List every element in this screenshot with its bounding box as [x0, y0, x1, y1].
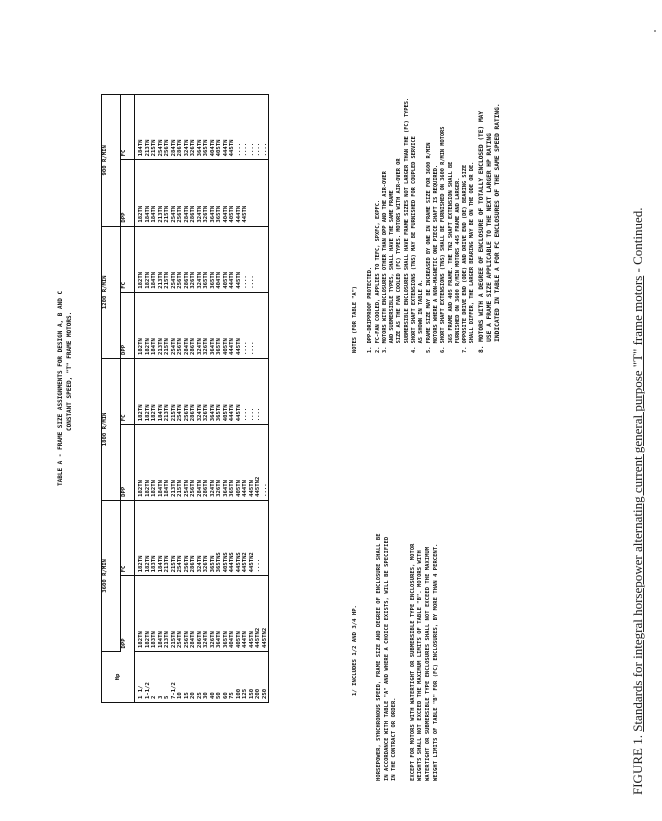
frame-size-cell: 254TN: [170, 271, 177, 289]
frame-size-cell: 324TN: [209, 479, 216, 497]
column-header: DPP: [121, 292, 135, 358]
frame-size-cell: 256TN: [183, 404, 190, 422]
frame-size-table: [101, 94, 269, 703]
frame-size-cell: 445TN: [235, 404, 242, 422]
frame-size-cell: 184TN: [151, 338, 157, 355]
frame-size-cell: [262, 296, 269, 355]
speed-group-header: 1800 R/MIN: [102, 359, 121, 501]
frame-size-cell: 326TN: [203, 338, 209, 355]
frame-size-cell: 286TN: [190, 404, 196, 422]
caption-prefix: FIGURE 1.: [630, 731, 645, 795]
note-item: 6. SHORT SHAFT EXTENSIONS (TNS) SHALL BE FURNISHED ON 3600 R/MIN MOTORS 365 FRAME AND 405 FRAME. THE TN2 SHAFT EXTENSION SHALL BE FURNISHED ON 3600 R/MIN MOTORS 445 FRAME AND LARGER.: [440, 126, 461, 353]
frame-size-cell: 444TN: [229, 404, 235, 422]
frame-size-cell: 182TN: [144, 404, 151, 422]
frame-size-cell: 184TN: [164, 479, 170, 497]
frame-size-cell: 445TN: [235, 338, 242, 355]
hp-value: 25: [196, 692, 203, 699]
frame-size-cell: 184TN: [157, 555, 164, 573]
frame-size-cell: 364TN: [216, 631, 222, 648]
frame-size-cell: 215TN: [164, 338, 170, 355]
frame-size-cell: 324TN: [196, 205, 203, 223]
frame-size-cell: 284TN: [183, 338, 190, 355]
frame-size-cell: 256TN: [177, 338, 183, 355]
frame-size-cell: 183TN: [151, 631, 157, 648]
frame-size-cell: 286TN: [190, 205, 196, 223]
frame-size-cell: 405TN: [222, 338, 229, 355]
column-header: DPP: [121, 425, 135, 501]
frame-size-cell: 405TNS: [222, 552, 229, 573]
column-header: FC: [121, 95, 135, 160]
note-item: 5. FRAME SIZE MAY BE INCREASED BY ONE IN FRAME SIZE FOR 3600 R/MIN MOTORS WHERE A NON-MAGNETIC ONE PIECE SHAFT IS REQUIRED.: [425, 142, 439, 353]
frame-size-cell: 182TN: [144, 271, 151, 289]
frame-size-cell: ....: [261, 142, 268, 157]
frame-size-cell: 213TN: [157, 205, 164, 223]
frame-size-cell: 284TN: [190, 631, 196, 648]
frame-size-cell: 404TN: [209, 139, 216, 157]
frame-size-cell: 215TN: [164, 205, 170, 223]
table-title-line2: CONSTANT SPEED, "T" FRAME MOTORS.: [66, 311, 73, 431]
frame-size-cell: 405TN: [229, 205, 235, 223]
frame-size-cell: 365TN: [216, 404, 222, 422]
frame-size-cell: 254TN: [157, 139, 164, 157]
hp-value: 5: [164, 695, 170, 699]
frame-size-cell: 256TN: [183, 555, 190, 573]
frame-size-cell: 326TN: [203, 555, 209, 573]
caption-suffix: - Continued.: [630, 207, 645, 276]
hp-value: 50: [216, 692, 222, 699]
frame-size-cell: 365TN: [216, 205, 222, 223]
frame-size-cell: 364TN: [209, 338, 216, 355]
frame-size-cell: 324TN: [203, 631, 209, 648]
frame-size-cell: 284TN: [196, 479, 203, 497]
frame-size-cell: 213TN: [164, 555, 170, 573]
note-item: 4. SHORT SHAFT EXTENSIONS (TNS) MAY BE FURNISHED FOR COUPLED SERVICE AS SHOWN IN TABLE A.: [411, 136, 425, 353]
frame-size-cell: ....: [248, 407, 255, 422]
frame-size-cell: 256TN: [177, 271, 183, 289]
hp-value: 3: [157, 695, 164, 699]
caption-title: Standards for integral horsepower alternating current general purpose "T" frame motors: [630, 275, 645, 732]
hp-value: 250: [261, 688, 268, 699]
hp-value: 1 1/: [138, 685, 144, 699]
frame-size-cell: 405TN: [235, 631, 242, 648]
frame-size-cell: 213TN: [157, 271, 164, 289]
side-note-paragraph: HORSEPOWER, SYNCHRONOUS SPEED, FRAME SIZE AND DEGREE OF ENCLOSURE SHALL BE IN ACCORDANCE WITH TABLE "A" AND WHERE A CHOICE EXISTS, WILL BE SPECIFIED IN THE CONTRACT OR ORDER.: [376, 533, 398, 781]
frame-size-column: [135, 226, 269, 292]
frame-size-cell: 286TN: [183, 271, 190, 289]
frame-size-cell: 254TN: [177, 555, 183, 573]
hp-value: 10: [177, 692, 183, 699]
column-header: FC: [121, 226, 135, 292]
frame-size-cell: 256TN: [183, 631, 190, 648]
frame-size-cell: 254TN: [170, 338, 177, 355]
frame-size-cell: 182TN: [144, 338, 151, 355]
hp-value: 7-1/2: [170, 682, 177, 699]
frame-size-cell: 405TN: [216, 139, 222, 157]
frame-size-cell: 365TN: [203, 271, 209, 289]
frame-size-cell: 254TN: [183, 479, 190, 497]
frame-size-cell: 286TN: [196, 631, 203, 648]
frame-size-cell: [262, 504, 269, 573]
frame-size-cell: ....: [255, 558, 261, 573]
hp-value: 1-1/2: [144, 682, 151, 699]
hp-column: [135, 652, 269, 703]
frame-size-cell: 213TN: [164, 631, 170, 648]
frame-size-cell: ....: [261, 483, 268, 497]
table-title-line1: TABLE A - FRAME SIZE ASSIGNMENTS FOR DESIGN A, B AND C: [57, 290, 64, 486]
frame-size-cell: 184TN: [157, 631, 164, 648]
frame-size-column: [135, 425, 269, 501]
column-header: DPP: [121, 160, 135, 226]
frame-size-cell: 445TN2: [242, 552, 248, 573]
frame-size-cell: ....: [242, 407, 248, 422]
frame-size-cell: 184TN: [151, 205, 157, 223]
frame-size-cell: ....: [248, 142, 255, 157]
frame-size-cell: ....: [255, 407, 261, 422]
hp-value: 150: [248, 688, 255, 699]
frame-size-cell: 365TN: [203, 139, 209, 157]
column-header: DPP: [121, 576, 135, 652]
table-footnote: 1/ INCLUDES 1/2 AND 3/4 HP.: [352, 605, 358, 696]
frame-size-cell: 215TN: [177, 479, 183, 497]
frame-size-cell: 182TN: [138, 479, 144, 497]
frame-size-cell: 445TN2: [261, 627, 268, 648]
frame-size-cell: 326TN: [203, 205, 209, 223]
frame-size-cell: 184TN: [157, 404, 164, 422]
frame-size-cell: ....: [242, 275, 248, 289]
frame-size-cell: 364TN: [196, 139, 203, 157]
frame-size-cell: 404TN: [222, 205, 229, 223]
frame-size-cell: 444TN: [222, 139, 229, 157]
frame-size-cell: 445TN2: [255, 627, 261, 648]
frame-size-cell: 364TN: [209, 205, 216, 223]
hp-value: 100: [235, 688, 242, 699]
frame-size-cell: 182TN: [138, 631, 144, 648]
frame-size-cell: 444TN: [242, 479, 248, 497]
frame-size-cell: 182TN: [138, 338, 144, 355]
frame-size-cell: 365TN: [222, 631, 229, 648]
frame-size-cell: 364TN: [222, 479, 229, 497]
frame-size-cell: 365TNS: [216, 552, 222, 573]
frame-size-cell: 182TN: [144, 479, 151, 497]
column-header: FC: [121, 359, 135, 425]
hp-header: Hp: [102, 652, 135, 703]
hp-value: 200: [255, 688, 261, 699]
frame-size-cell: ....: [255, 142, 261, 157]
frame-size-column: [135, 95, 269, 160]
frame-size-cell: 254TN: [170, 205, 177, 223]
frame-size-cell: 445TN: [242, 205, 248, 223]
frame-size-cell: 213TN: [157, 338, 164, 355]
frame-size-cell: 324TN: [196, 555, 203, 573]
frame-size-cell: 254TN: [177, 631, 183, 648]
frame-size-cell: 286TN: [203, 479, 209, 497]
frame-size-cell: 182TN: [151, 404, 157, 422]
column-header: FC: [121, 500, 135, 576]
frame-size-cell: 213TN: [164, 404, 170, 422]
frame-size-cell: [262, 230, 269, 289]
note-item: 7. OPPOSITE DRIVE END (ODE) AND DRIVE END (DE) BEARING SIZE SHALL DIFFER, THE LARGER BEARING MAY BE ON THE ODE OR DE.: [462, 161, 476, 353]
hp-value: 15: [183, 692, 190, 699]
frame-size-column: [135, 359, 269, 425]
note-item: 2. FC-FAN COOLED, APPLIES TO TEFC, SPXFC, EXPFC.: [374, 199, 381, 353]
frame-size-cell: 183TN: [151, 555, 157, 573]
frame-size-cell: 215TN: [170, 555, 177, 573]
frame-size-cell: 182TN: [138, 555, 144, 573]
frame-size-cell: ....: [248, 275, 255, 289]
frame-size-cell: ....: [242, 142, 248, 157]
frame-size-cell: 286TN: [190, 338, 196, 355]
figure-caption: [630, 5, 646, 795]
speed-group-header: 1200 R/MIN: [102, 226, 121, 358]
hp-value: 125: [242, 688, 248, 699]
side-note-paragraph: EXCEPT FOR MOTORS WITH WATERTIGHT OR SUBMERSIBLE TYPE ENCLOSURES, MOTOR WEIGHTS SHALL NOT EXCEED THE MAXIMUM LIMITS OF TABLE "B". MOTORS WITH WATERTIGHT OR SUBMERSIBLE TYPE ENCLOSURES SHALL NOT EXCEED THE MAXIMUM WEIGHT LIMITS OF TABLE "B" FOR (FC) ENCLOSURES, BY MORE THAN 4 PERCENT.: [409, 543, 439, 781]
frame-size-cell: 445TN: [229, 139, 235, 157]
side-notes: [376, 531, 451, 781]
table-notes: [352, 3, 502, 353]
frame-size-cell: 444TN: [229, 338, 235, 355]
frame-size-cell: ....: [235, 142, 242, 157]
frame-size-cell: [262, 362, 269, 421]
frame-size-cell: 284TN: [170, 139, 177, 157]
frame-size-column: [135, 576, 269, 652]
frame-size-cell: 405TN: [235, 479, 242, 497]
hp-value: 30: [203, 692, 209, 699]
frame-size-cell: 182TN: [144, 631, 151, 648]
frame-size-cell: 256TN: [164, 139, 170, 157]
frame-size-column: [135, 500, 269, 576]
frame-size-cell: ....: [248, 341, 255, 355]
frame-size-cell: 404TN: [216, 271, 222, 289]
frame-size-cell: 254TN: [177, 404, 183, 422]
frame-size-cell: 213TN: [144, 139, 151, 157]
frame-size-cell: 215TN: [170, 404, 177, 422]
frame-size-cell: 365TN: [216, 338, 222, 355]
frame-size-cell: [262, 163, 269, 222]
hp-value: 2: [151, 695, 157, 699]
hp-value: 20: [190, 692, 196, 699]
frame-size-cell: 444TN: [235, 205, 242, 223]
frame-size-cell: 286TN: [177, 139, 183, 157]
speed-group-header: 3600 R/MIN: [102, 500, 121, 651]
frame-size-cell: 326TN: [203, 404, 209, 422]
table-title: [56, 291, 74, 486]
frame-size-cell: 326TN: [190, 271, 196, 289]
frame-size-cell: 326TN: [190, 139, 196, 157]
frame-size-cell: 182TN: [138, 271, 144, 289]
frame-size-cell: 404TN: [229, 631, 235, 648]
frame-size-column: [135, 292, 269, 358]
frame-size-cell: 444TNS: [229, 552, 235, 573]
frame-size-cell: 182TN: [151, 479, 157, 497]
frame-size-cell: 405TN: [222, 271, 229, 289]
frame-size-cell: 215TN: [151, 139, 157, 157]
hp-value: 40: [209, 692, 216, 699]
frame-size-cell: 445TN2: [248, 552, 255, 573]
frame-size-cell: 365TN: [209, 271, 216, 289]
frame-size-cell: 182TN: [138, 404, 144, 422]
frame-size-cell: 445TN: [235, 271, 242, 289]
hp-value: 75: [229, 692, 235, 699]
frame-size-cell: 326TN: [209, 631, 216, 648]
frame-size-cell: 215TN: [164, 271, 170, 289]
frame-size-cell: 324TN: [196, 271, 203, 289]
frame-size-cell: 182TN: [144, 555, 151, 573]
frame-size-column: [135, 160, 269, 226]
note-item: 1. DPP-DRIPPROOF PROTECTED.: [367, 266, 374, 353]
frame-size-cell: 405TN: [222, 404, 229, 422]
frame-size-cell: 444TN: [229, 271, 235, 289]
frame-size-cell: 286TN: [190, 555, 196, 573]
frame-size-cell: 445TNS: [235, 552, 242, 573]
hp-value: 60: [222, 692, 229, 699]
frame-size-cell: 184TN: [157, 479, 164, 497]
frame-size-cell: 256TN: [190, 479, 196, 497]
frame-size-cell: 365TN: [209, 555, 216, 573]
frame-size-cell: 184TN: [151, 271, 157, 289]
frame-size-cell: 184TN: [144, 205, 151, 223]
frame-size-cell: 324TN: [183, 139, 190, 157]
speed-group-header: 900 R/MIN: [102, 95, 121, 226]
frame-size-cell: 284TN: [183, 205, 190, 223]
frame-size-cell: 256TN: [177, 205, 183, 223]
frame-size-cell: 324TN: [196, 338, 203, 355]
frame-size-cell: 213TN: [170, 479, 177, 497]
frame-size-cell: 215TN: [170, 631, 177, 648]
frame-size-cell: ....: [242, 341, 248, 355]
frame-size-cell: 445TN2: [255, 476, 261, 497]
frame-size-cell: 326TN: [216, 479, 222, 497]
notes-heading: NOTES (FOR TABLE "A"): [352, 286, 358, 353]
frame-size-cell: 445TN: [248, 631, 255, 648]
frame-size-cell: 184TN: [138, 139, 144, 157]
frame-size-cell: 445TN: [248, 479, 255, 497]
frame-size-cell: 324TN: [196, 404, 203, 422]
note-item: 8. MOTORS WITH A DEGREE OF ENCLOSURE OF TOTALLY ENCLOSED (TE) MAY USE A FRAME SIZE APPLICABLE TO THE NEXT LARGER HP RATING INDICATED IN TABLE A FOR FC ENCLOSURES OF THE SAME SPEED RATING.: [477, 103, 501, 353]
frame-size-cell: 365TN: [229, 479, 235, 497]
frame-size-cell: 444TN: [242, 631, 248, 648]
frame-size-cell: 364TN: [209, 404, 216, 422]
note-item: 3. MOTORS WITH ENCLOSURES OTHER THAN DPP AND THE AIR-OVER AND SUBMERSIBLE TYPES, SHALL HAVE THE SAME FRAME SIZE AS THE FAN COOLED (FC) TYPES. MOTORS WITH AIR-OVER OR SUBMERSIBLE ENCLOSURES SHALL HAVE FRAME SIZES NOT LARGER THAN THE (FC) TYPES.: [381, 97, 410, 353]
frame-size-cell: 182TN: [138, 205, 144, 223]
